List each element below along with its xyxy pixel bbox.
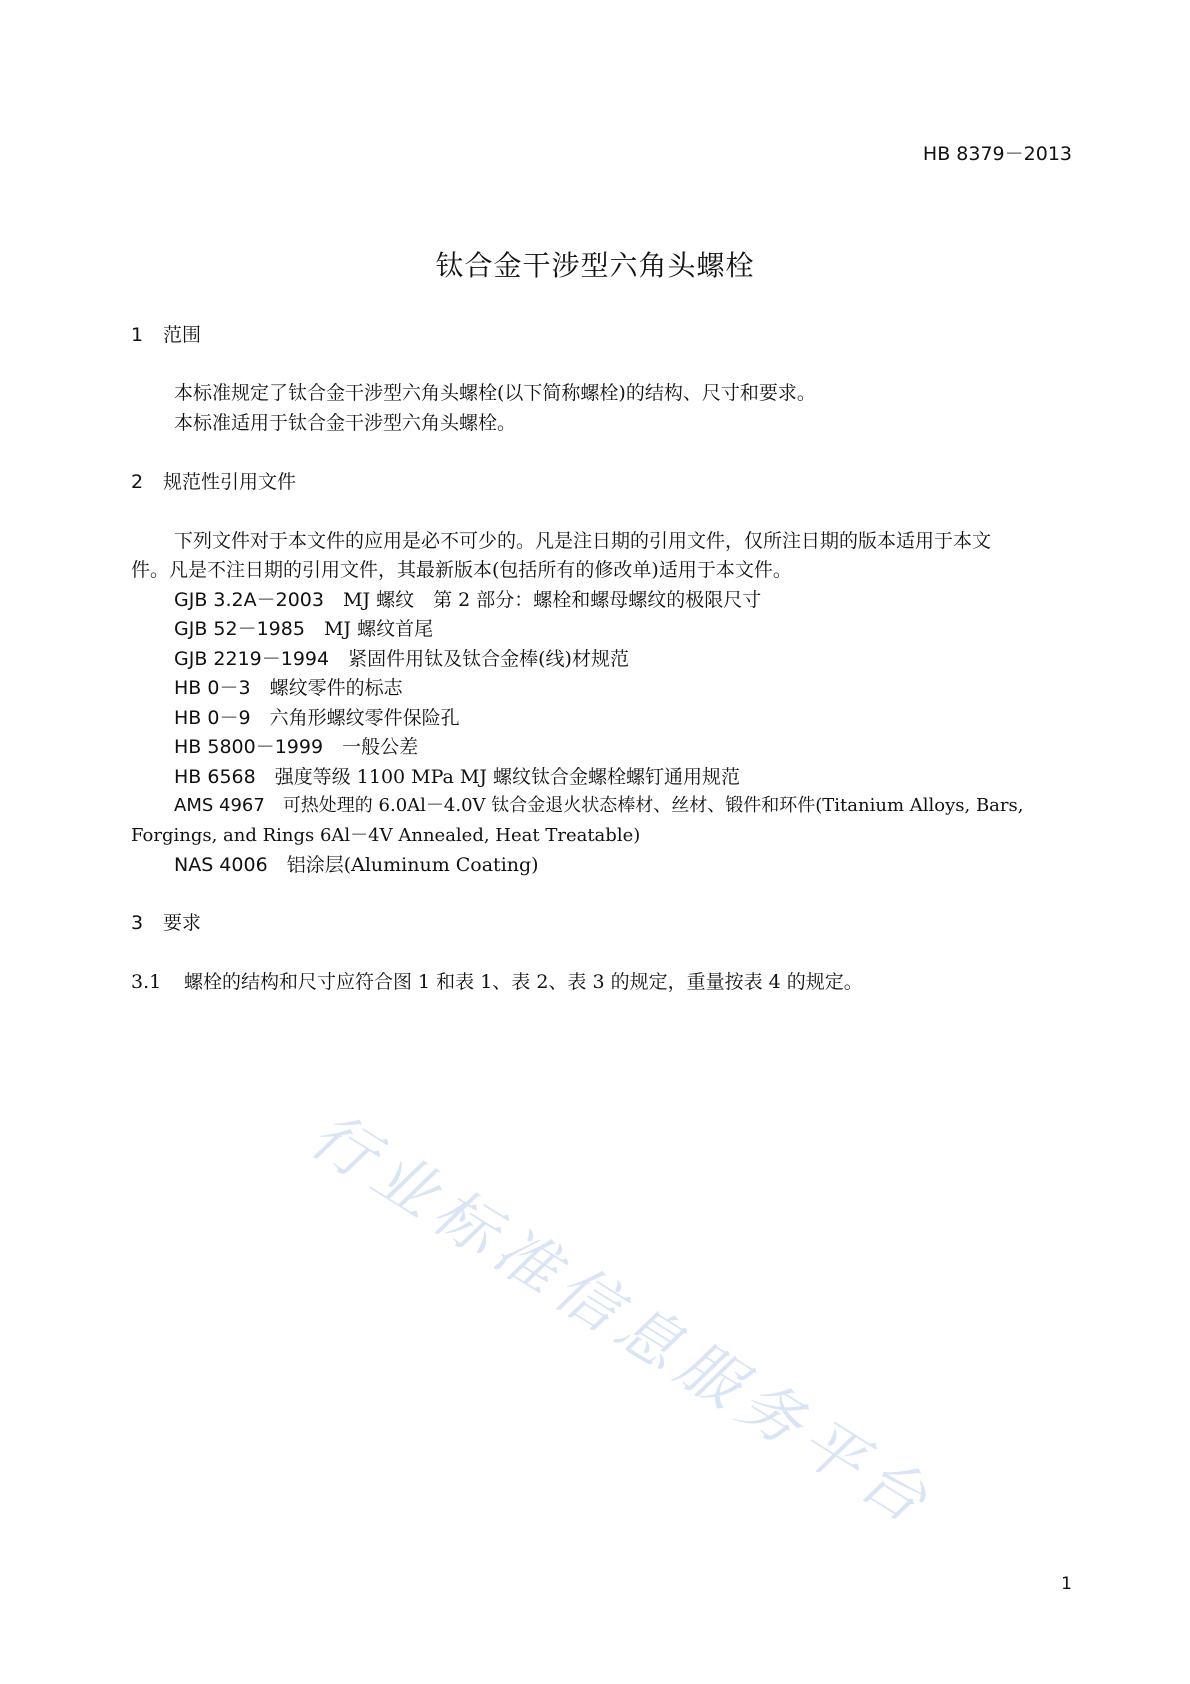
watermark: 行业标准信息服务平台	[298, 1097, 948, 1542]
scope-paragraph-1: 本标准规定了钛合金干涉型六角头螺栓(以下简称螺栓)的结构、尺寸和要求。	[174, 382, 816, 404]
section-2-title: 规范性引用文件	[163, 471, 297, 493]
reference-item	[174, 703, 460, 730]
reference-title: 六角形螺纹零件保险孔	[269, 707, 460, 729]
reference-title: 一般公差	[342, 736, 419, 758]
reference-item	[174, 762, 740, 789]
page-number: 1	[1061, 1574, 1072, 1594]
reference-title: 可热处理的 6.0Al－4.0V 钛合金退火状态棒材、丝材、锻件和环件(Titanium Alloys, Bars,	[282, 795, 1024, 816]
document-title: 钛合金干涉型六角头螺栓	[435, 249, 755, 282]
reference-item	[174, 732, 418, 759]
reference-code: HB 0－3	[174, 677, 251, 699]
clause-text: 螺栓的结构和尺寸应符合图 1 和表 1、表 2、表 3 的规定，重量按表 4 的规定。	[184, 971, 863, 993]
references-intro-line-1: 下列文件对于本文件的应用是必不可少的。凡是注日期的引用文件，仅所注日期的版本适用于本文	[174, 530, 992, 552]
reference-code: GJB 3.2A－2003	[174, 589, 324, 611]
reference-title: MJ 螺纹 第 2 部分：螺栓和螺母螺纹的极限尺寸	[342, 589, 762, 611]
reference-title: 紧固件用钛及钛合金棒(线)材规范	[348, 648, 629, 670]
reference-code: GJB 2219－1994	[174, 648, 330, 670]
reference-code: GJB 52－1985	[174, 618, 305, 640]
reference-title: 强度等级 1100 MPa MJ 螺纹钛合金螺栓螺钉通用规范	[274, 766, 741, 788]
reference-title: MJ 螺纹首尾	[323, 618, 434, 640]
reference-code: HB 5800－1999	[174, 736, 324, 758]
reference-item	[174, 585, 761, 612]
reference-code: NAS 4006	[174, 854, 268, 876]
clause-number: 3.1	[131, 971, 162, 993]
scope-paragraph-2: 本标准适用于钛合金干涉型六角头螺栓。	[174, 412, 517, 434]
reference-code: HB 0－9	[174, 707, 251, 729]
reference-item	[174, 850, 539, 877]
section-1-title: 范围	[163, 324, 202, 346]
reference-code: AMS 4967	[174, 795, 265, 816]
reference-item	[174, 644, 629, 671]
clause-3-1	[131, 967, 863, 994]
reference-item	[174, 673, 403, 700]
section-3-heading	[131, 908, 201, 935]
reference-code: HB 6568	[174, 766, 256, 788]
section-2-number: 2	[131, 471, 144, 493]
reference-item	[174, 791, 1023, 817]
reference-item	[174, 614, 433, 641]
section-1-heading	[131, 320, 201, 347]
standard-code: HB 8379－2013	[922, 143, 1072, 165]
references-intro-line-2: 件。凡是不注日期的引用文件，其最新版本(包括所有的修改单)适用于本文件。	[131, 559, 792, 581]
section-1-number: 1	[131, 324, 144, 346]
reference-title-continuation: Forgings, and Rings 6Al－4V Annealed, Heat Treatable)	[131, 825, 641, 846]
reference-title: 铝涂层(Aluminum Coating)	[286, 854, 539, 876]
section-2-heading	[131, 467, 296, 494]
section-3-title: 要求	[163, 912, 202, 934]
reference-title: 螺纹零件的标志	[269, 677, 403, 699]
section-3-number: 3	[131, 912, 144, 934]
